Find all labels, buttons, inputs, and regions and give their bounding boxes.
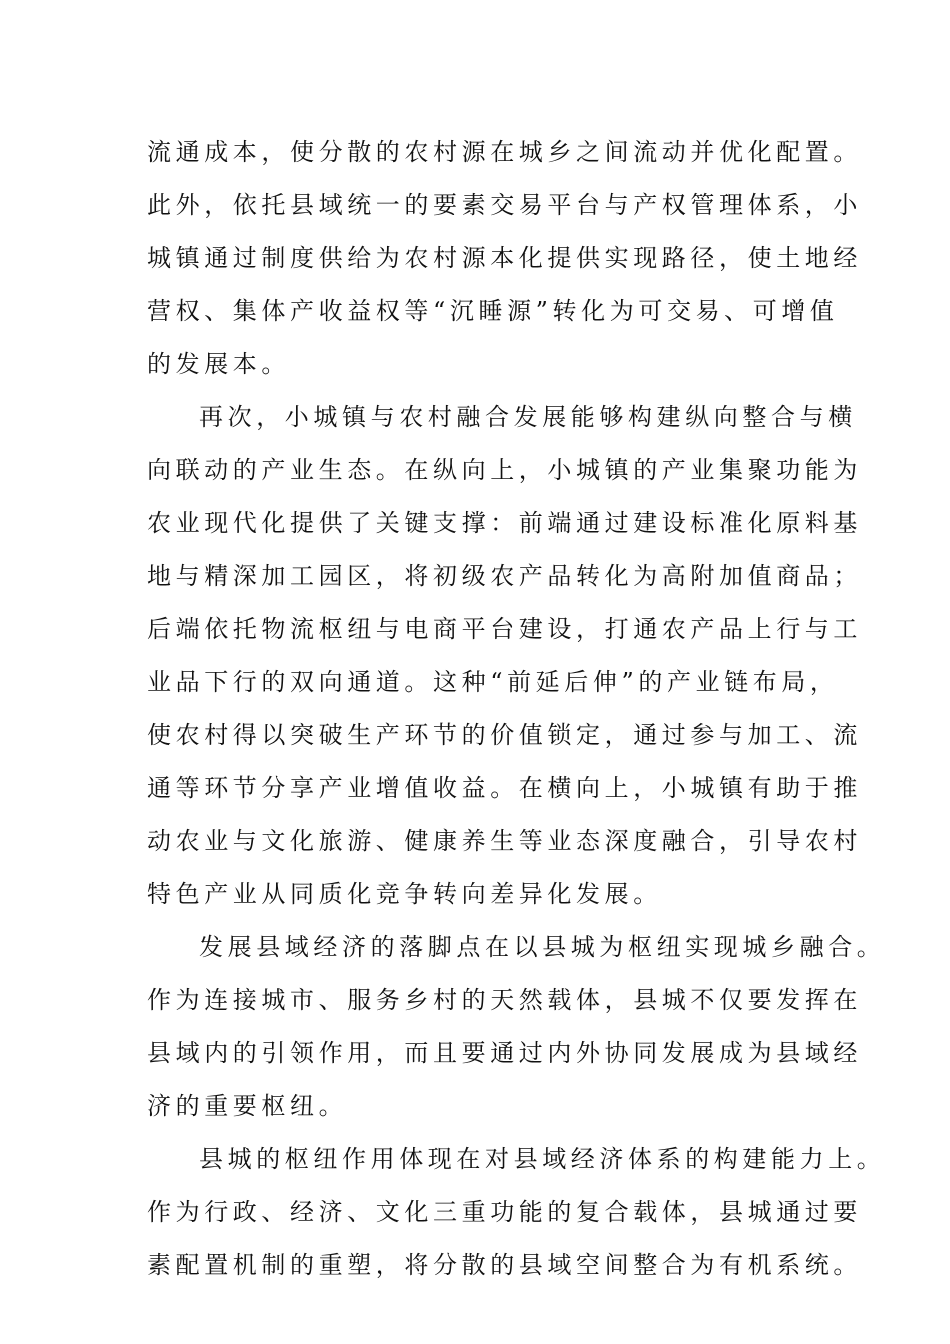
text-line-20: 县城的枢纽作用体现在对县域经济体系的构建能力上。 [199,1145,886,1173]
text-line-2: 此外，依托县域统一的要素交易平台与产权管理体系，小 [147,191,862,219]
text-line-9: 地与精深加工园区，将初级农产品转化为高附加值商品； [147,562,862,590]
text-line-3: 城镇通过制度供给为农村源本化提供实现路径，使土地经 [147,244,862,272]
text-line-11: 业品下行的双向通道。这种“前延后伸”的产业链布局， [147,668,839,696]
text-line-21: 作为行政、经济、文化三重功能的复合载体，县城通过要 [147,1198,862,1226]
text-line-5: 的发展本。 [147,350,290,378]
text-line-6: 再次，小城镇与农村融合发展能够构建纵向整合与横 [199,403,857,431]
text-line-18: 县域内的引领作用，而且要通过内外协同发展成为县域经 [147,1039,862,1067]
body-text [147,126,886,1292]
text-line-10: 后端依托物流枢纽与电商平台建设，打通农产品上行与工 [147,615,862,643]
text-line-15: 特色产业从同质化竞争转向差异化发展。 [147,880,662,908]
text-line-14: 动农业与文化旅游、健康养生等业态深度融合，引导农村 [147,827,862,855]
text-line-8: 农业现代化提供了关键支撑：前端通过建设标准化原料基 [147,509,862,537]
text-line-16: 发展县域经济的落脚点在以县城为枢纽实现城乡融合。 [199,933,886,961]
text-line-1: 流通成本，使分散的农村源在城乡之间流动并优化配置。 [147,138,862,166]
text-line-12: 使农村得以突破生产环节的价值锁定，通过参与加工、流 [147,721,862,749]
text-line-17: 作为连接城市、服务乡村的天然载体，县城不仅要发挥在 [147,986,862,1014]
text-line-4: 营权、集体产收益权等“沉睡源”转化为可交易、可增值 [147,297,839,325]
text-line-7: 向联动的产业生态。在纵向上，小城镇的产业集聚功能为 [147,456,862,484]
text-line-19: 济的重要枢纽。 [147,1092,348,1120]
text-line-22: 素配置机制的重塑，将分散的县域空间整合为有机系统。 [147,1251,862,1279]
text-line-13: 通等环节分享产业增值收益。在横向上，小城镇有助于推 [147,774,862,802]
